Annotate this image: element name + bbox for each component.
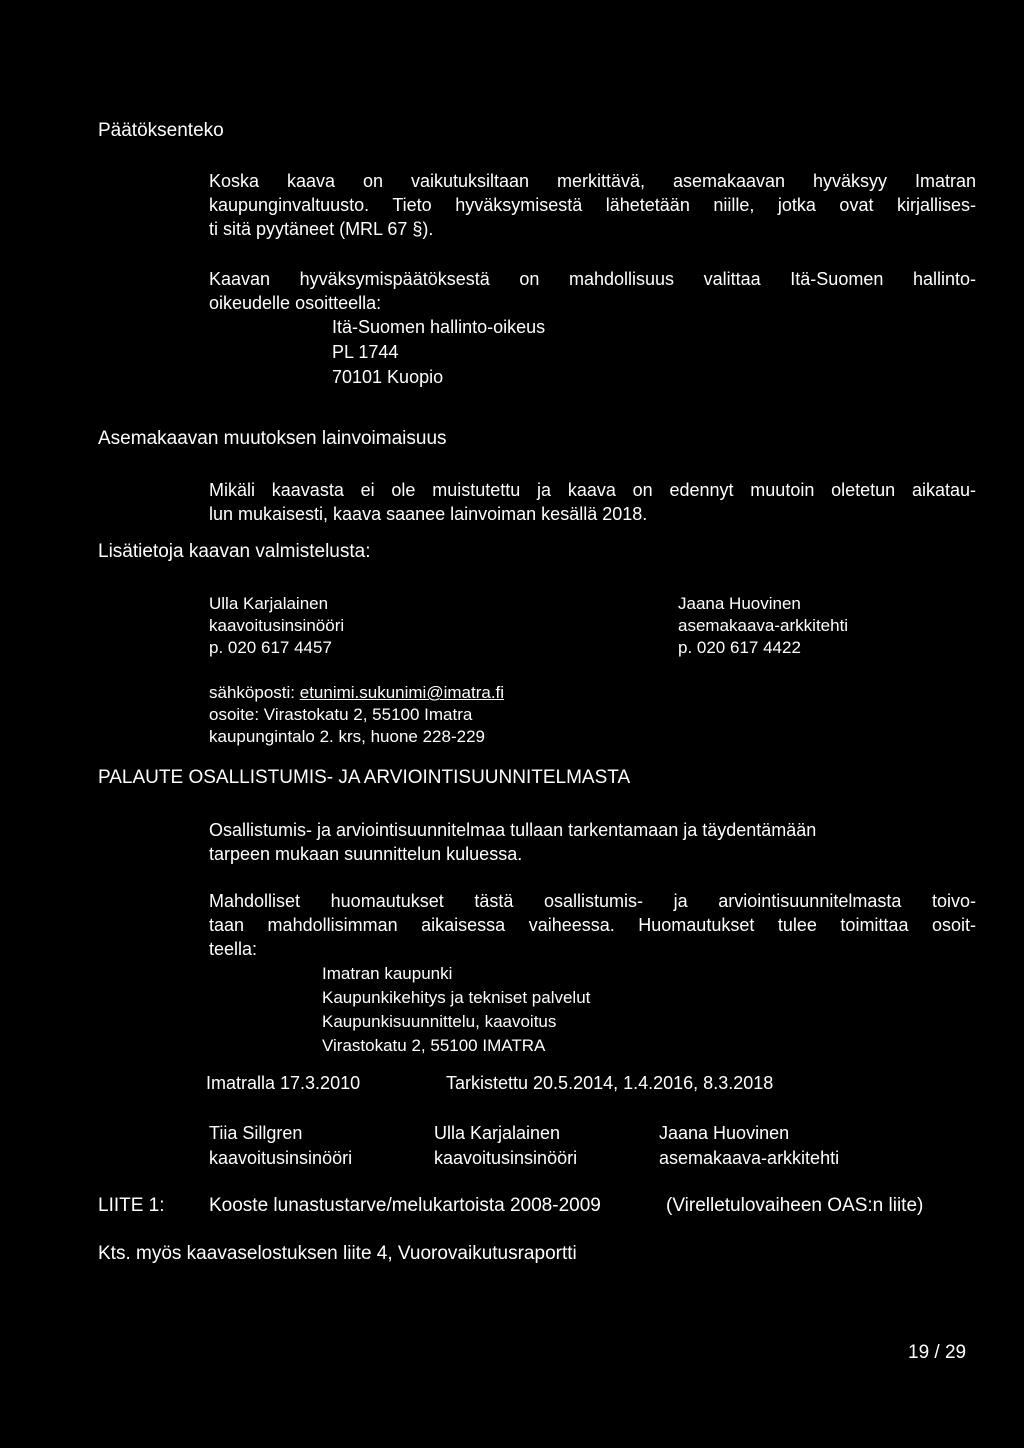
signer-name: Jaana Huovinen [659,1123,790,1143]
contact-phone: p. 020 617 4457 [209,638,332,657]
court-address [332,315,545,390]
contact-title: kaavoitusinsinööri [209,616,345,635]
email-line [209,682,504,704]
revision-dates: Tarkistettu 20.5.2014, 1.4.2016, 8.3.2018 [446,1073,774,1093]
text-line: kaupunginvaltuusto. Tieto hyväksymisestä lähetetään niille, jotka ovat kirjallises- [209,195,976,215]
signer-2 [434,1121,577,1171]
place-date: Imatralla 17.3.2010 [206,1073,361,1093]
address-line: PL 1744 [332,342,399,362]
address-line: Virastokatu 2, 55100 IMATRA [322,1036,546,1055]
text-line: Kaavan hyväksymispäätöksestä on mahdollisuus valittaa Itä-Suomen hallinto- [209,269,976,289]
address-line: Kaupunkisuunnittelu, kaavoitus [322,1012,557,1031]
text-line: teella: [209,939,258,959]
signer-title: kaavoitusinsinööri [209,1148,353,1168]
section-heading-feedback: PALAUTE OSALLISTUMIS- JA ARVIOINTISUUNNITELMASTA [98,767,631,788]
address-line: Imatran kaupunki [322,964,453,983]
appendix-note: (Virelletulovaiheen OAS:n liite) [666,1195,924,1216]
text-line: tarpeen mukaan suunnittelun kuluessa. [209,844,523,864]
contact-title: asemakaava-arkkitehti [678,616,849,635]
feedback-address [322,962,590,1058]
section-heading-decision: Päätöksenteko [98,120,224,141]
contact-ulla [209,593,344,659]
text-line: Osallistumis- ja arviointisuunnitelmaa tullaan tarkentamaan ja täydentämään [209,820,817,840]
signer-1 [209,1121,352,1171]
contact-name: Ulla Karjalainen [209,594,329,613]
text-line: Koska kaava on vaikutuksiltaan merkittävä, asemakaavan hyväksyy Imatran [209,171,976,191]
address-line: Itä-Suomen hallinto-oikeus [332,317,546,337]
appendix-text: Kooste lunastustarve/melukartoista 2008-2009 [209,1195,601,1216]
address-line: 70101 Kuopio [332,367,444,387]
appendix-label: LIITE 1: [98,1195,165,1216]
text-line: oikeudelle osoitteella: [209,293,382,313]
signer-name: Tiia Sillgren [209,1123,303,1143]
section-heading-info: Lisätietoja kaavan valmistelusta: [98,541,371,562]
contact-jaana [678,593,848,659]
email-link[interactable]: etunimi.sukunimi@imatra.fi [299,683,505,702]
text-line: lun mukaisesti, kaava saanee lainvoiman kesällä 2018. [209,504,648,524]
room-line: kaupungintalo 2. krs, huone 228-229 [209,727,485,746]
contact-name: Jaana Huovinen [678,594,801,613]
text-line: Mahdolliset huomautukset tästä osallistumis- ja arviointisuunnitelmasta toivo- [209,891,976,911]
contact-phone: p. 020 617 4422 [678,638,801,657]
text-line: taan mahdollisimman aikaisessa vaiheessa. Huomautukset tulee toimittaa osoit- [209,915,976,935]
text-line: Mikäli kaavasta ei ole muistutettu ja kaava on edennyt muutoin oletetun aikatau- [209,480,976,500]
see-also-note: Kts. myös kaavaselostuksen liite 4, Vuorovaikutusraportti [98,1243,577,1264]
signer-name: Ulla Karjalainen [434,1123,561,1143]
signer-title: kaavoitusinsinööri [434,1148,578,1168]
text-line: ti sitä pyytäneet (MRL 67 §). [209,219,434,239]
contact-details [209,682,504,748]
section-heading-validity: Asemakaavan muutoksen lainvoimaisuus [98,428,447,449]
email-label: sähköposti: [209,683,300,702]
decision-paragraph-2 [209,267,976,315]
decision-paragraph-1 [209,169,976,241]
address-line: Kaupunkikehitys ja tekniset palvelut [322,988,591,1007]
signer-title: asemakaava-arkkitehti [659,1148,840,1168]
signer-3 [659,1121,839,1171]
address-line: osoite: Virastokatu 2, 55100 Imatra [209,705,473,724]
feedback-paragraph-1 [209,818,976,866]
feedback-paragraph-2 [209,889,976,961]
page-number: 19 / 29 [908,1342,967,1363]
validity-paragraph [209,478,976,526]
